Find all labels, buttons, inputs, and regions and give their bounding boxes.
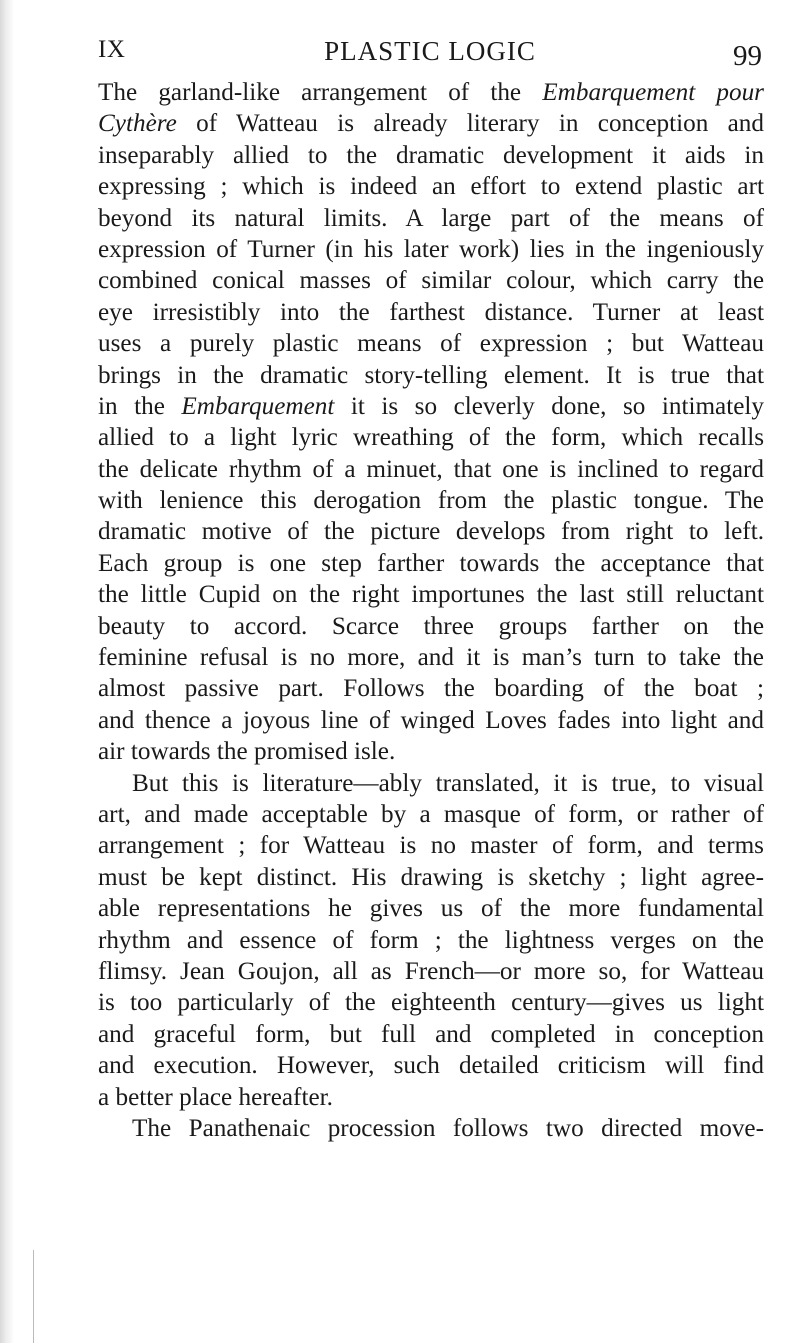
text-segment: brings in the dramatic story-telling element. It is true that bbox=[98, 361, 764, 389]
text-segment: inseparably allied to the dramatic development it aids in bbox=[98, 141, 764, 169]
text-line bbox=[98, 328, 764, 359]
text-segment: The garland-like arrangement of the bbox=[98, 79, 543, 106]
body-text bbox=[98, 77, 764, 1144]
page-number: 99 bbox=[733, 40, 762, 72]
text-segment: able representations he gives us of the more fundamental bbox=[98, 895, 764, 923]
gutter-line bbox=[33, 1250, 34, 1343]
text-line bbox=[98, 422, 764, 453]
text-segment: art, and made acceptable by a masque of form, or rather of bbox=[98, 800, 764, 828]
text-line bbox=[98, 925, 764, 956]
text-segment: expressing ; which is indeed an effort to extend plastic art bbox=[98, 173, 764, 201]
text-line bbox=[98, 140, 764, 171]
text-line bbox=[98, 673, 764, 704]
text-line bbox=[98, 203, 764, 234]
text-line bbox=[98, 956, 764, 987]
text-line bbox=[98, 705, 764, 736]
text-line bbox=[98, 548, 764, 579]
text-line bbox=[98, 830, 764, 861]
text-line bbox=[98, 265, 764, 296]
text-line bbox=[98, 1019, 764, 1050]
text-segment: beauty to accord. Scarce three groups farther on the bbox=[98, 612, 764, 640]
page-gutter-shadow bbox=[0, 0, 14, 1343]
text-segment: and thence a joyous line of winged Loves fades into light and bbox=[98, 706, 764, 734]
text-line bbox=[98, 768, 764, 799]
text-segment: But this is literature—ably translated, it is true, to visual bbox=[132, 769, 764, 797]
text-segment: almost passive part. Follows the boarding of the boat ; bbox=[98, 675, 764, 703]
text-line bbox=[98, 171, 764, 202]
text-line bbox=[98, 1113, 764, 1144]
text-segment: uses a purely plastic means of expression ; but Watteau bbox=[98, 330, 764, 358]
text-segment: of Watteau is already literary in conception and bbox=[176, 110, 764, 138]
text-segment: beyond its natural limits. A large part of the means of bbox=[98, 204, 764, 232]
text-segment: flimsy. Jean Goujon, all as French—or more so, for Watteau bbox=[98, 957, 764, 985]
text-segment: combined conical masses of similar colour, which carry the bbox=[98, 267, 764, 295]
text-line bbox=[98, 108, 764, 139]
text-line bbox=[98, 1050, 764, 1081]
text-segment: in the bbox=[98, 392, 182, 420]
text-segment: eye irresistibly into the farthest distance. Turner at least bbox=[98, 298, 764, 326]
text-line bbox=[98, 77, 764, 108]
text-segment: expression of Turner (in his later work) lies in the ingeniously bbox=[98, 235, 764, 263]
italic-title: Cythère bbox=[98, 110, 177, 138]
text-segment: and graceful form, but full and completed in conception bbox=[98, 1020, 764, 1048]
text-segment: The Panathenaic procession follows two directed move- bbox=[132, 1114, 764, 1142]
text-segment: the delicate rhythm of a minuet, that one is inclined to regard bbox=[98, 455, 764, 483]
italic-title: Embarquement pour bbox=[542, 79, 764, 106]
text-line bbox=[98, 1082, 764, 1113]
text-line bbox=[98, 799, 764, 830]
text-segment: and execution. However, such detailed criticism will find bbox=[98, 1052, 764, 1080]
text-line bbox=[98, 516, 764, 547]
text-segment: with lenience this derogation from the plastic tongue. The bbox=[98, 487, 764, 515]
text-line bbox=[98, 893, 764, 924]
text-line bbox=[98, 642, 764, 673]
text-segment: arrangement ; for Watteau is no master of form, and terms bbox=[98, 832, 764, 860]
text-segment: rhythm and essence of form ; the lightness verges on the bbox=[98, 926, 764, 954]
text-line bbox=[98, 391, 764, 422]
text-line bbox=[98, 360, 764, 391]
text-segment: it is so cleverly done, so intimately bbox=[334, 392, 764, 420]
chapter-numeral: IX bbox=[98, 36, 126, 63]
text-line bbox=[98, 862, 764, 893]
text-segment: must be kept distinct. His drawing is sketchy ; light agree- bbox=[98, 863, 764, 891]
text-line bbox=[98, 987, 764, 1018]
running-title: PLASTIC LOGIC bbox=[324, 36, 536, 66]
text-segment: the little Cupid on the right importunes the last still reluctant bbox=[98, 581, 764, 609]
text-segment: dramatic motive of the picture develops from right to left. bbox=[98, 518, 764, 546]
text-segment: Each group is one step farther towards the acceptance that bbox=[98, 549, 764, 577]
running-header bbox=[98, 36, 762, 76]
text-segment: feminine refusal is no more, and it is man’s turn to take the bbox=[98, 644, 764, 672]
text-line bbox=[98, 485, 764, 516]
text-segment: is too particularly of the eighteenth century—gives us light bbox=[98, 989, 764, 1017]
text-line bbox=[98, 234, 764, 265]
text-line bbox=[98, 454, 764, 485]
italic-title: Embarquement bbox=[181, 392, 335, 420]
text-segment: allied to a light lyric wreathing of the form, which recalls bbox=[98, 424, 764, 452]
text-line bbox=[98, 579, 764, 610]
text-segment: a better place hereafter. bbox=[98, 1083, 333, 1111]
text-line bbox=[98, 611, 764, 642]
text-line bbox=[98, 736, 764, 767]
text-segment: air towards the promised isle. bbox=[98, 738, 396, 766]
text-line bbox=[98, 297, 764, 328]
